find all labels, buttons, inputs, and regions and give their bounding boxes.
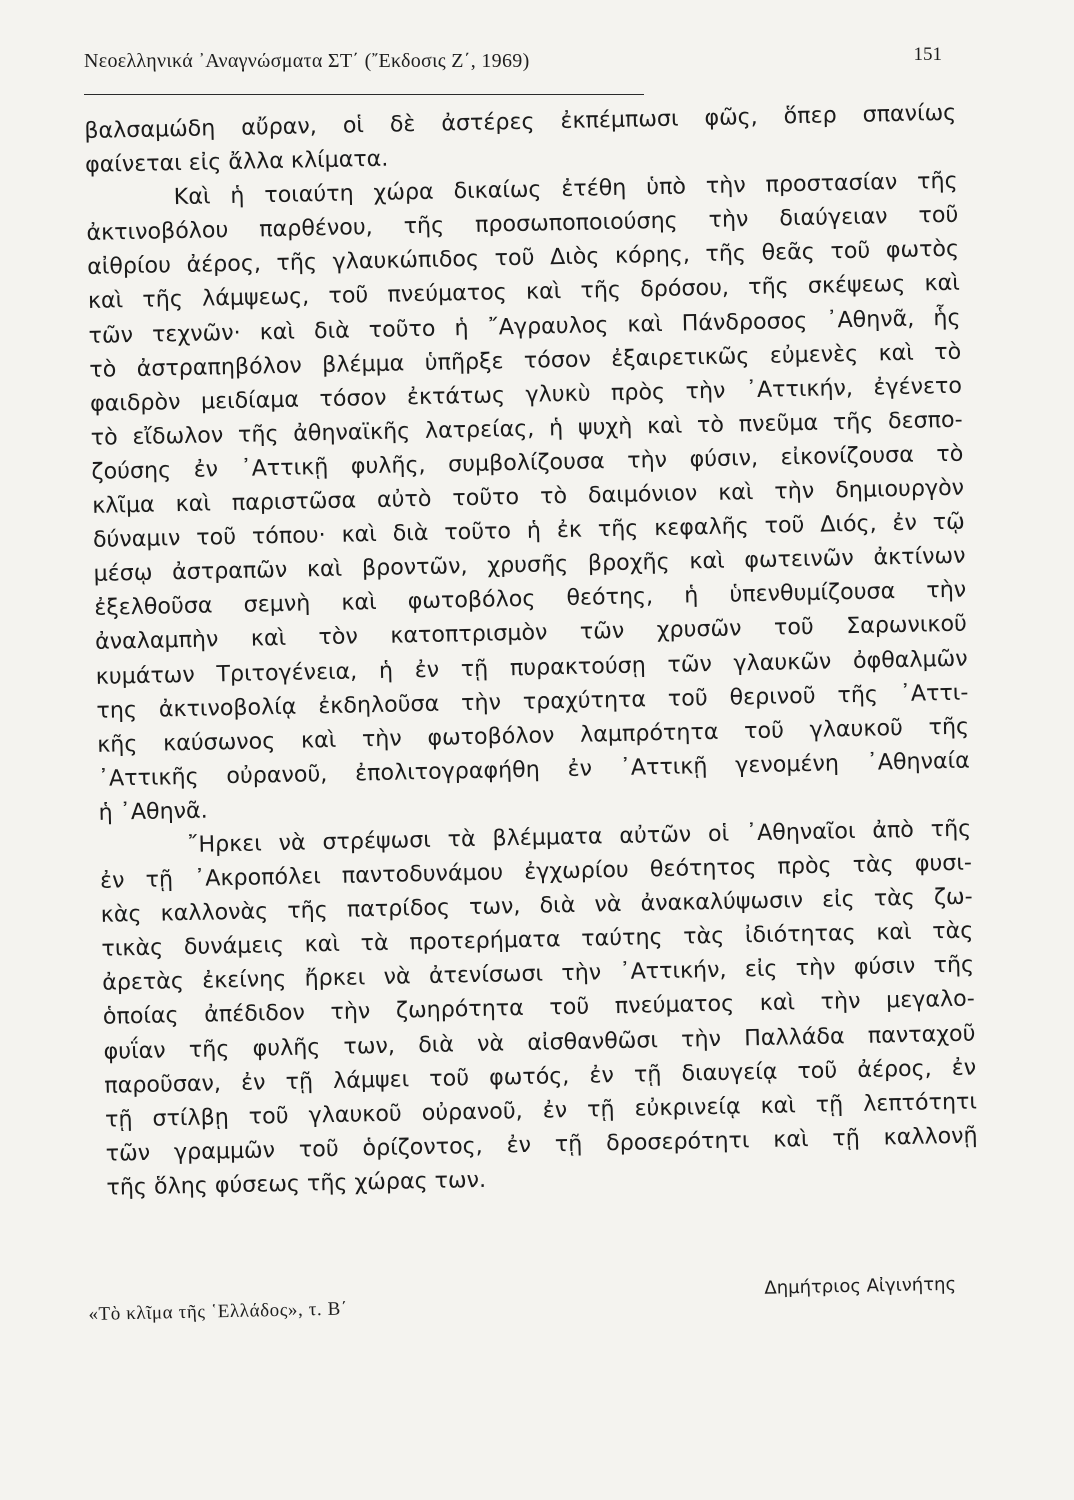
text-line: τῇ στίλβῃ τοῦ γλαυκοῦ οὐρανοῦ, ἐν τῇ εὐκρινείᾳ καὶ τῇ λεπτότητι (104, 1088, 978, 1133)
text-line: φυΐαν τῆς φυλῆς των, διὰ νὰ αἰσθανθῶσι τὴν Παλλάδα πανταχοῦ (103, 1020, 976, 1065)
body-text (84, 96, 979, 1205)
text-line: κῆς καύσωνος καὶ τὴν φωτοβόλον λαμπρότητα τοῦ γλαυκοῦ τῆς (96, 713, 970, 758)
text-line: ὁποίας ἀπέδιδον τὴν ζωηρότητα τοῦ πνεύματος καὶ τὴν μεγαλο- (102, 985, 976, 1031)
text-line: βαλσαμώδη αὔραν, οἱ δὲ ἀστέρες ἐκπέμπωσι φῶς, ὅπερ σπανίως (84, 99, 957, 144)
text-line: τῆς ὅλης φύσεως τῆς χώρας των. (106, 1166, 487, 1201)
text-line: της ἀκτινοβολίᾳ ἐκδηλοῦσα τὴν τραχύτητα τοῦ θερινοῦ τῆς ᾿Αττι- (96, 679, 969, 724)
text-line: κὰς καλλονὰς τῆς πατρίδος των, διὰ νὰ ἀνακαλύψωσιν εἰς τὰς ζω- (100, 883, 973, 928)
text-line: τῶν τεχνῶν· καὶ διὰ τοῦτο ἡ ῎Αγραυλος καὶ Πάνδροσος ᾿Αθηνᾶ, ἧς (88, 304, 961, 349)
text-line: παροῦσαν, ἐν τῇ λάμψει τοῦ φωτός, ἐν τῇ διαυγείᾳ τοῦ ἀέρος, ἐν (104, 1054, 977, 1099)
source-citation: «Τὸ κλῖμα τῆς ῾Ελλάδος», τ. Β΄ (88, 1298, 349, 1325)
paragraph-start-line: Καὶ ἡ τοιαύτη χώρα δικαίως ἐτέθη ὑπὸ τὴν προστασίαν τῆς (173, 167, 958, 211)
text-line: τικὰς δυνάμεις καὶ τὰ προτερήματα ταύτης τὰς ἰδιότητας καὶ τὰς (101, 917, 974, 963)
text-line: ἀναλαμπὴν καὶ τὸν κατοπτρισμὸν τῶν χρυσῶν τοῦ Σαρωνικοῦ (94, 611, 968, 656)
text-line: ᾿Αττικῆς οὐρανοῦ, ἐπολιτογραφήθη ἐν ᾿Αττικῇ γενομένη ᾿Αθηναία (97, 747, 971, 792)
text-line: μέσῳ ἀστραπῶν καὶ βροντῶν, χρυσῆς βροχῆς καὶ φωτεινῶν ἀκτίνων (93, 542, 966, 588)
running-head (84, 44, 946, 84)
paragraph-start-line: ῎Ηρκει νὰ στρέψωσι τὰ βλέμματα αὐτῶν οἱ ᾿Αθηναῖοι ἀπὸ τῆς (187, 815, 972, 858)
text-line: κυμάτων Τριτογένεια, ἡ ἐν τῇ πυρακτούσῃ τῶν γλαυκῶν ὀφθαλμῶν (95, 645, 968, 690)
text-line: φαιδρὸν μειδίαμα τόσον ἐκτάτως γλυκὺ πρὸς τὴν ᾿Αττικήν, ἐγένετο (89, 372, 963, 417)
text-line: φαίνεται εἰς ἄλλα κλίματα. (84, 145, 389, 179)
text-line: αἰθρίου ἀέρος, τῆς γλαυκώπιδος τοῦ Διὸς κόρης, τῆς θεᾶς τοῦ φωτὸς (86, 236, 960, 281)
text-line: δύναμιν τοῦ τόπου· καὶ διὰ τοῦτο ἡ ἐκ τῆς κεφαλῆς τοῦ Διός, ἐν τῷ (92, 508, 966, 554)
text-line: ἐν τῇ ᾿Ακροπόλει παντοδυνάμου ἐγχωρίου θεότητος πρὸς τὰς φυσι- (99, 849, 973, 894)
book-title: Νεοελληνικά ᾿Αναγνώσματα ΣΤ΄ (῎Εκδοσις Ζ΄, 1969) (84, 50, 530, 72)
text-line: ἀρετὰς ἐκείνης ἤρκει νὰ ἀτενίσωσι τὴν ᾿Αττικήν, εἰς τὴν φύσιν τῆς (101, 951, 975, 997)
header-rule (84, 94, 644, 95)
text-line: ζούσης ἐν ᾿Αττικῇ φυλῆς, συμβολίζουσα τὴν φύσιν, εἰκονίζουσα τὸ (91, 440, 964, 485)
closing-block (84, 1274, 957, 1332)
page-number: 151 (913, 44, 942, 65)
text-line: ἀκτινοβόλου παρθένου, τῆς προσωποποιούσης τὴν διαύγειαν τοῦ (86, 201, 959, 247)
text-line: ἡ ᾿Αθηνᾶ. (98, 797, 208, 826)
text-line: τῶν γραμμῶν τοῦ ὁρίζοντος, ἐν τῇ δροσερότητι καὶ τῇ καλλονῇ (105, 1122, 978, 1167)
author-name: Δημήτριος Αἰγινήτης (764, 1273, 957, 1299)
text-line: κλῖμα καὶ παριστῶσα αὐτὸ τοῦτο τὸ δαιμόνιον καὶ τὴν δημιουργὸν (91, 474, 965, 519)
text-line: τὸ εἴδωλον τῆς ἀθηναϊκῆς λατρείας, ἡ ψυχὴ καὶ τὸ πνεῦμα τῆς δεσπο- (90, 406, 963, 451)
text-line: τὸ ἀστραπηβόλον βλέμμα ὑπῆρξε τόσον ἐξαιρετικῶς εὐμενὲς καὶ τὸ (89, 338, 962, 383)
text-line: καὶ τῆς λάμψεως, τοῦ πνεύματος καὶ τῆς δρόσου, τῆς σκέψεως καὶ (87, 270, 961, 315)
text-line: ἐξελθοῦσα σεμνὴ καὶ φωτοβόλος θεότης, ἡ ὑπενθυμίζουσα τὴν (94, 576, 967, 622)
